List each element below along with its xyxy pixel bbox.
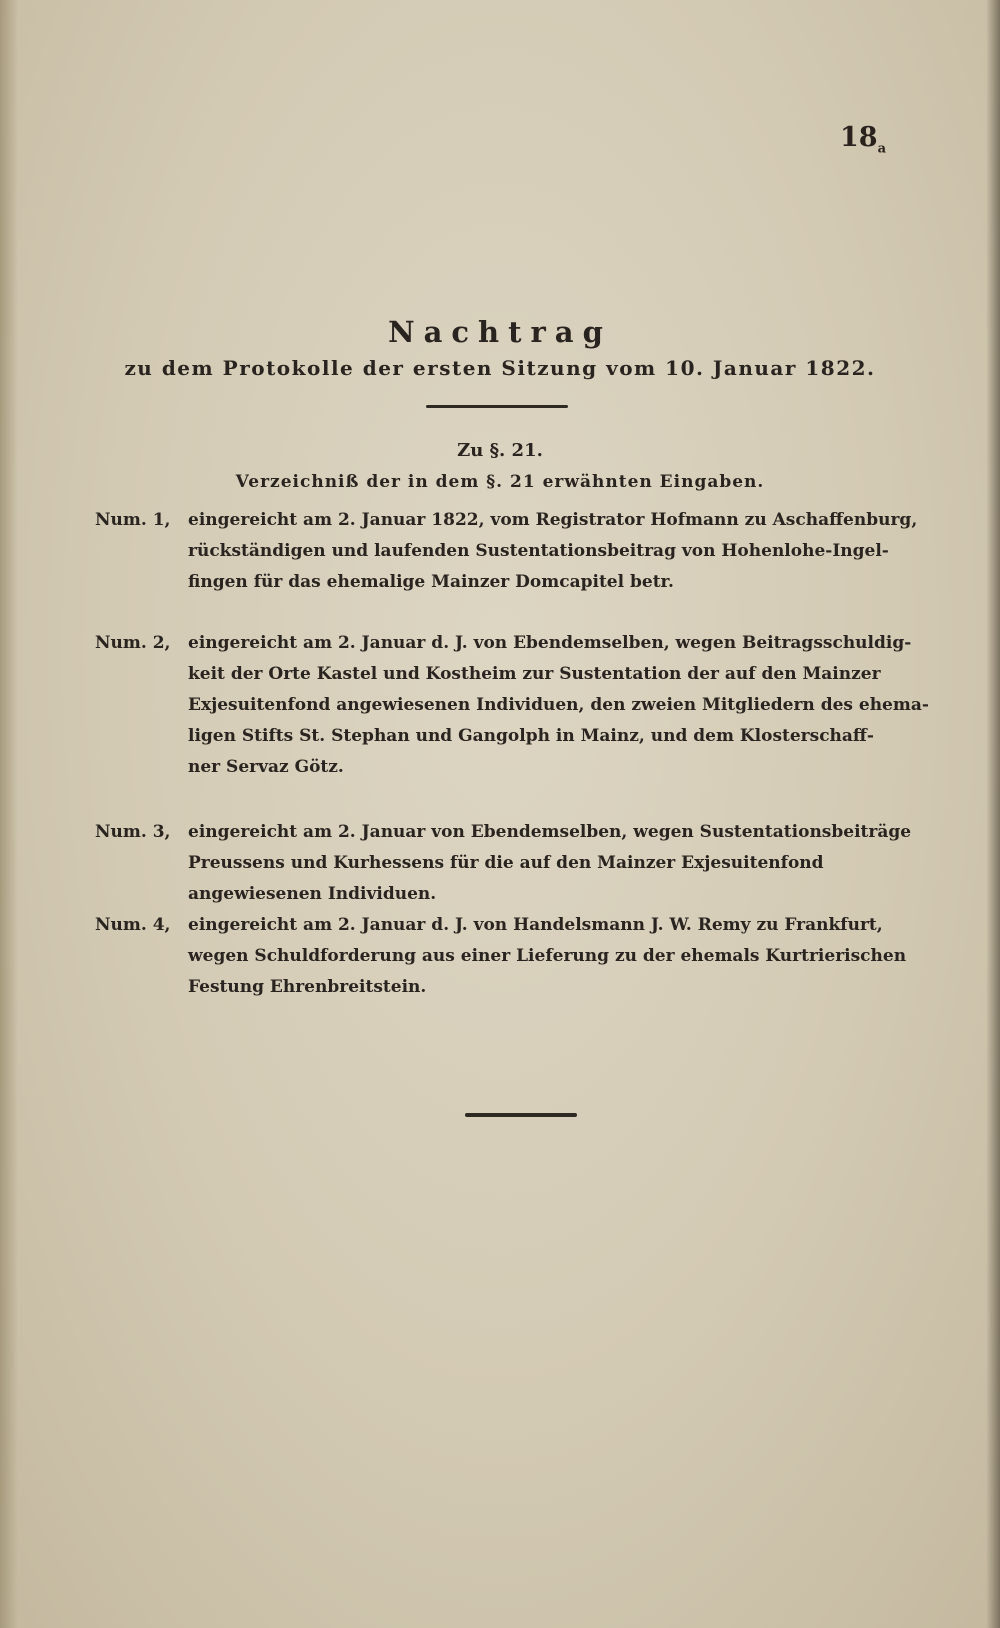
entry-label: Num. 1, [95,510,171,530]
entry-line: ligen Stifts St. Stephan und Gangolph in Mainz, und dem Klosterschaff- [188,726,874,746]
divider-rule-bottom [465,1113,577,1117]
entry-line: eingereicht am 2. Januar d. J. von Handelsmann J. W. Remy zu Frankfurt, [188,915,883,935]
entry-label: Num. 3, [95,822,171,842]
page-number [840,122,886,156]
entry-line: eingereicht am 2. Januar von Ebendemselben, wegen Sustentationsbeiträge [188,822,912,842]
page-edge-left [0,0,18,1628]
page-subtitle: zu dem Protokolle der ersten Sitzung vom 10. Januar 1822. [124,356,876,380]
entry-line: ner Servaz Götz. [188,757,344,777]
page-number-main: 18 [839,122,878,153]
entry-body [188,628,929,783]
section-reference: Zu §. 21. [457,440,543,461]
entry-num-3 [95,817,915,910]
divider-rule-top [426,405,568,408]
entry-label: Num. 4, [95,915,171,935]
entry-label: Num. 2, [95,633,171,653]
entry-line: eingereicht am 2. Januar 1822, vom Registrator Hofmann zu Aschaffenburg, [188,510,918,530]
entry-body [188,505,918,598]
page-number-sub: a [877,141,886,157]
entry-body [188,910,915,1003]
entry-line: rückständigen und laufenden Sustentationsbeitrag von Hohenlohe-Ingel- [188,541,889,561]
entry-line: wegen Schuldforderung aus einer Lieferung zu der ehemals Kurtrierischen [188,946,907,966]
entry-num-1 [95,505,918,598]
entry-line: eingereicht am 2. Januar d. J. von Ebendemselben, wegen Beitragsschuldig- [188,633,912,653]
entry-body [188,817,915,910]
list-heading: Verzeichniß der in dem §. 21 erwähnten Eingaben. [235,472,765,492]
entry-line: Preussens und Kurhessens für die auf den Mainzer Exjesuitenfond [188,853,824,873]
page-title: Nachtrag [388,315,612,349]
entry-num-4 [95,910,915,1003]
entry-line: fingen für das ehemalige Mainzer Domcapitel betr. [188,572,674,592]
entry-num-2 [95,628,929,783]
entry-line: keit der Orte Kastel und Kostheim zur Sustentation der auf den Mainzer [188,664,881,684]
page-edge-right [986,0,1000,1628]
entry-line: Exjesuitenfond angewiesenen Individuen, den zweien Mitgliedern des ehema- [188,695,929,715]
entry-line: angewiesenen Individuen. [188,884,437,904]
entry-line: Festung Ehrenbreitstein. [188,977,427,997]
